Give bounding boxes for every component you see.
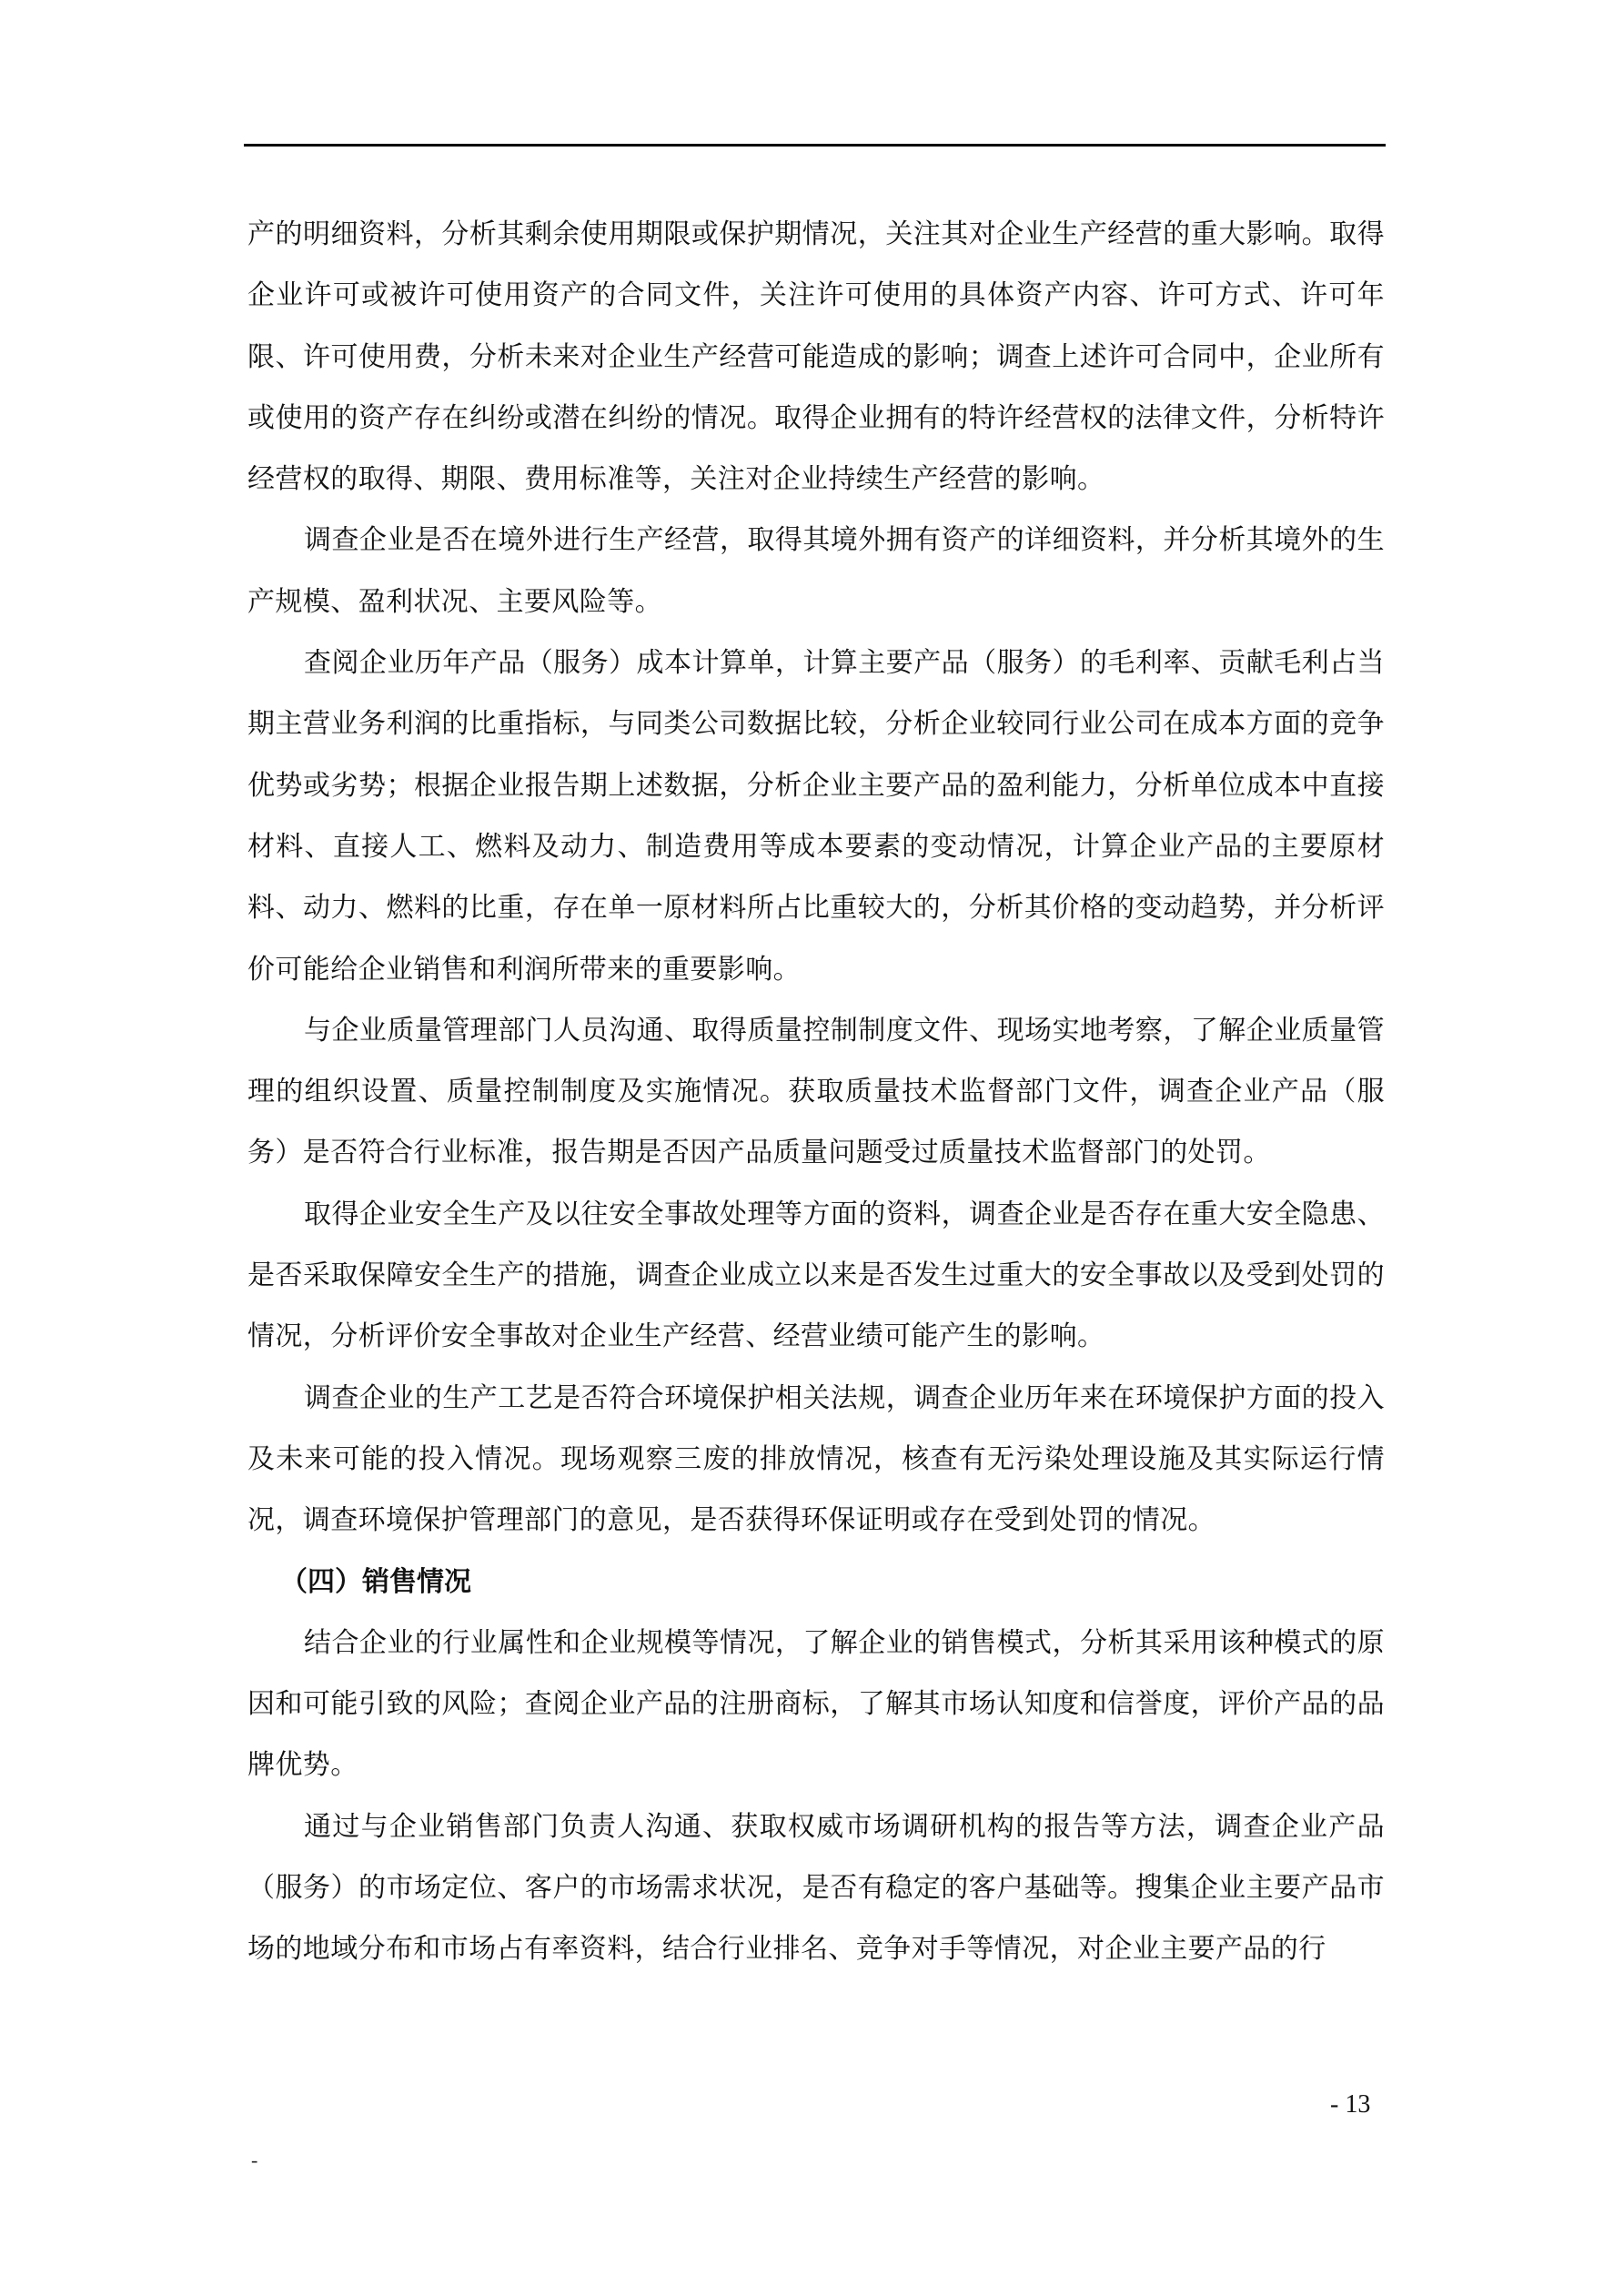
page-number: - 13	[1330, 2090, 1371, 2119]
paragraph-quality-management: 与企业质量管理部门人员沟通、取得质量控制制度文件、现场实地考察，了解企业质量管理的组织设置、质量控制制度及实施情况。获取质量技术监督部门文件，调查企业产品（服务）是否符合行业标准，报告期是否因产品质量问题受过质量技术监督部门的处罚。	[247, 1014, 1385, 1169]
section-heading-sales: （四）销售情况	[280, 1565, 471, 1598]
paragraph-safety-production: 取得企业安全生产及以往安全事故处理等方面的资料，调查企业是否存在重大安全隐患、是否采取保障安全生产的措施，调查企业成立以来是否发生过重大的安全事故以及受到处罚的情况，分析评价安全事故对企业生产经营、经营业绩可能产生的影响。	[247, 1198, 1385, 1353]
paragraph-continuation: 产的明细资料，分析其剩余使用期限或保护期情况，关注其对企业生产经营的重大影响。取得企业许可或被许可使用资产的合同文件，关注许可使用的具体资产内容、许可方式、许可年限、许可使用费，分析未来对企业生产经营可能造成的影响；调查上述许可合同中，企业所有或使用的资产存在纠纷或潜在纠纷的情况。取得企业拥有的特许经营权的法律文件，分析特许经营权的取得、期限、费用标准等，关注对企业持续生产经营的影响。	[247, 218, 1385, 496]
footer-dash: -	[251, 2149, 258, 2171]
paragraph-market-positioning: 通过与企业销售部门负责人沟通、获取权威市场调研机构的报告等方法，调查企业产品（服务）的市场定位、客户的市场需求状况，是否有稳定的客户基础等。搜集企业主要产品市场的地域分布和市场占有率资料，结合行业排名、竞争对手等情况，对企业主要产品的行	[247, 1810, 1385, 1966]
paragraph-overseas-operations: 调查企业是否在境外进行生产经营，取得其境外拥有资产的详细资料，并分析其境外的生产规模、盈利状况、主要风险等。	[247, 524, 1385, 618]
paragraph-environmental-protection: 调查企业的生产工艺是否符合环境保护相关法规，调查企业历年来在环境保护方面的投入及未来可能的投入情况。现场观察三废的排放情况，核查有无污染处理设施及其实际运行情况，调查环境保护管理部门的意见，是否获得环保证明或存在受到处罚的情况。	[247, 1381, 1385, 1537]
paragraph-sales-model: 结合企业的行业属性和企业规模等情况，了解企业的销售模式，分析其采用该种模式的原因和可能引致的风险；查阅企业产品的注册商标，了解其市场认知度和信誉度，评价产品的品牌优势。	[247, 1626, 1385, 1782]
document-body	[247, 204, 1385, 1980]
header-rule	[244, 144, 1386, 147]
paragraph-cost-analysis: 查阅企业历年产品（服务）成本计算单，计算主要产品（服务）的毛利率、贡献毛利占当期主营业务利润的比重指标，与同类公司数据比较，分析企业较同行业公司在成本方面的竞争优势或劣势；根据企业报告期上述数据，分析企业主要产品的盈利能力，分析单位成本中直接材料、直接人工、燃料及动力、制造费用等成本要素的变动情况，计算企业产品的主要原材料、动力、燃料的比重，存在单一原材料所占比重较大的，分析其价格的变动趋势，并分析评价可能给企业销售和利润所带来的重要影响。	[247, 647, 1385, 986]
